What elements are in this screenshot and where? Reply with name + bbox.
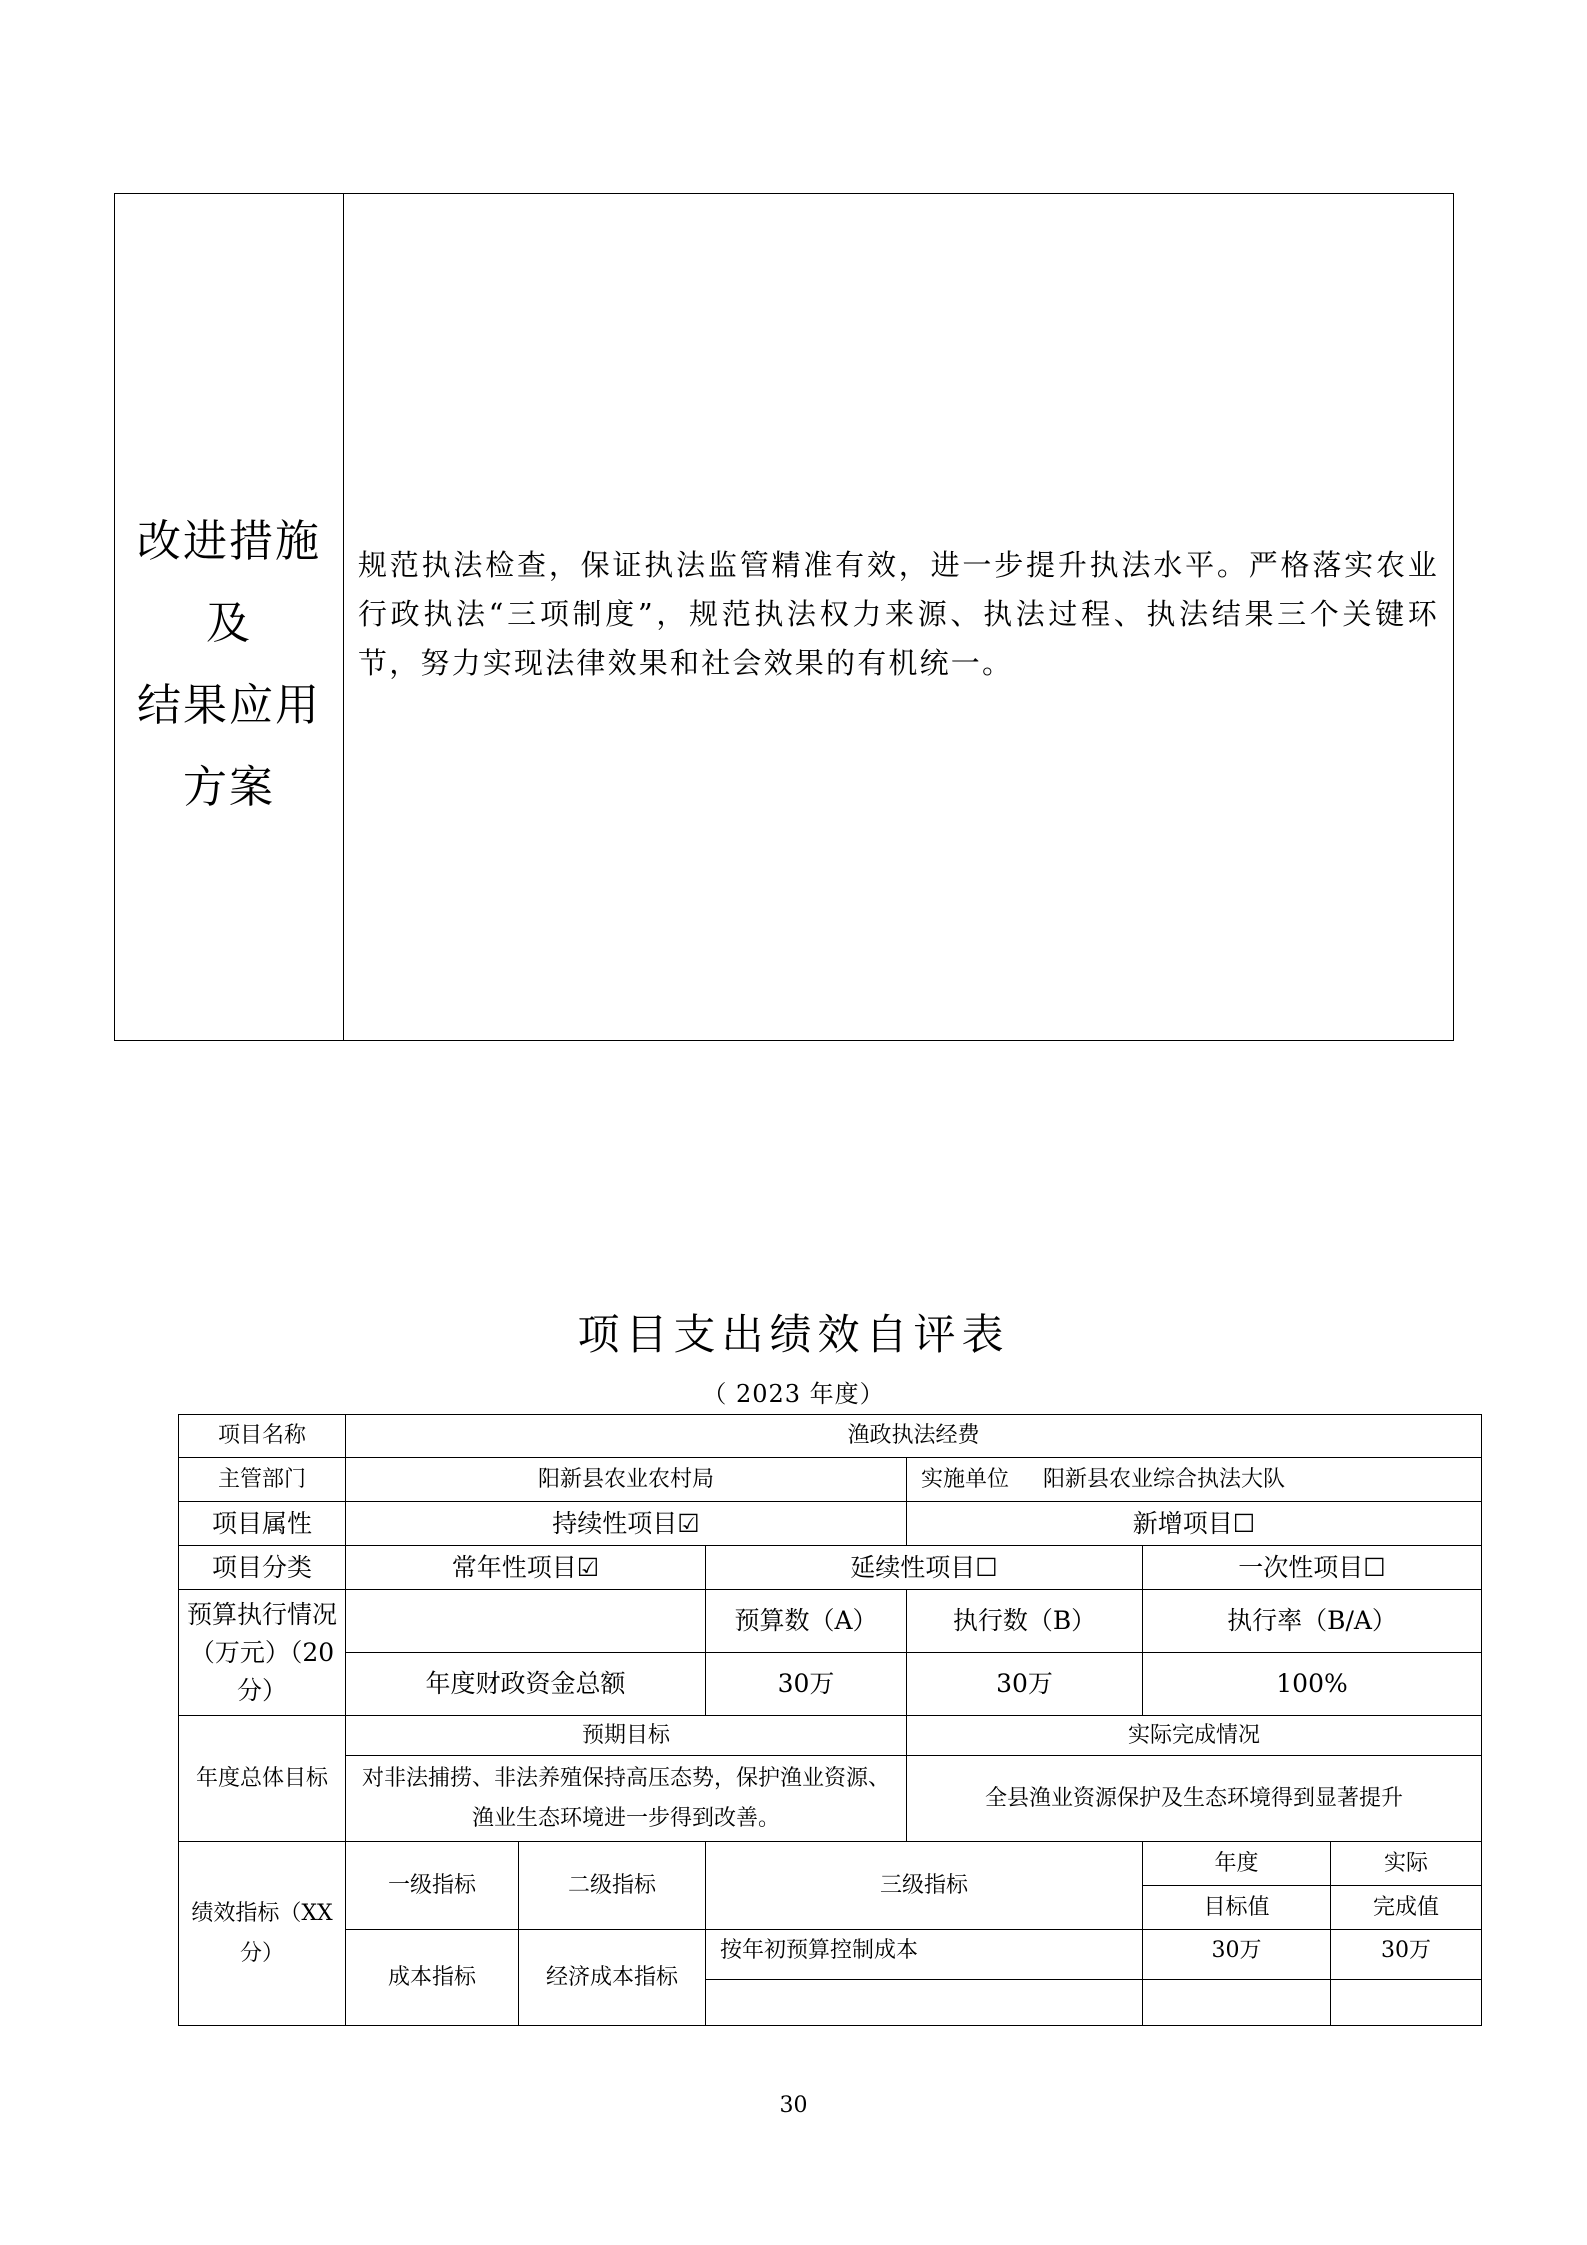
row-perf-header-1	[179, 1842, 1482, 1886]
goal-expected: 对非法捕捞、非法养殖保持高压态势，保护渔业资源、渔业生态环境进一步得到改善。	[346, 1756, 907, 1842]
perf-row-level2: 经济成本指标	[519, 1930, 706, 2026]
budget-header-empty	[346, 1590, 706, 1653]
budget-value-rate: 100%	[1143, 1653, 1482, 1716]
perf-row-completed: 30万	[1331, 1930, 1482, 1980]
row-budget-header	[179, 1590, 1482, 1653]
improvement-label-line-3: 结果应用	[137, 679, 321, 731]
perf-empty-level3	[706, 1980, 1143, 2026]
improvement-content: 规范执法检查，保证执法监管精准有效，进一步提升执法水平。严格落实农业行政执法“三项制度”，规范执法权力来源、执法过程、执法结果三个关键环节，努力实现法律效果和社会效果的有机统一。	[358, 547, 1439, 680]
perf-label: 绩效指标（XX分）	[179, 1842, 346, 2026]
budget-value-a: 30万	[706, 1653, 907, 1716]
improvement-label-line-4: 方案	[183, 761, 275, 813]
impl-unit-label: 实施单位	[921, 1466, 1010, 1492]
performance-table	[178, 1414, 1482, 2026]
row-goal-header	[179, 1716, 1482, 1756]
page-number: 30	[779, 2093, 808, 2118]
table-row	[179, 1930, 1482, 1980]
perf-header-annual: 年度	[1143, 1842, 1331, 1886]
attr-continuing: 持续性项目☑	[346, 1502, 907, 1546]
improvement-content-cell	[344, 194, 1453, 1040]
row-goal-content	[179, 1756, 1482, 1842]
project-name: 渔政执法经费	[346, 1415, 1482, 1458]
project-name-label: 项目名称	[179, 1415, 346, 1458]
perf-header-level3: 三级指标	[706, 1842, 1143, 1930]
dept-label: 主管部门	[179, 1458, 346, 1502]
budget-header-a: 预算数（A）	[706, 1590, 907, 1653]
attr-label: 项目属性	[179, 1502, 346, 1546]
class-extended: 延续性项目☐	[706, 1546, 1143, 1590]
goal-label: 年度总体目标	[179, 1716, 346, 1842]
perf-row-target: 30万	[1143, 1930, 1331, 1980]
row-classification	[179, 1546, 1482, 1590]
perf-header-actual: 实际	[1331, 1842, 1482, 1886]
form-year: （ 2023 年度）	[702, 1380, 885, 1408]
goal-actual: 全县渔业资源保护及生态环境得到显著提升	[907, 1756, 1482, 1842]
row-department	[179, 1458, 1482, 1502]
improvement-label-line-1: 改进措施	[137, 515, 321, 567]
row-project-name	[179, 1415, 1482, 1458]
perf-empty-target	[1143, 1980, 1331, 2026]
class-regular: 常年性项目☑	[346, 1546, 706, 1590]
impl-unit-value: 阳新县农业综合执法大队	[1043, 1466, 1286, 1492]
budget-label: 预算执行情况（万元）（20分）	[179, 1590, 346, 1716]
perf-header-target: 目标值	[1143, 1886, 1331, 1930]
impl-unit-cell	[907, 1458, 1482, 1502]
class-label: 项目分类	[179, 1546, 346, 1590]
perf-header-completed: 完成值	[1331, 1886, 1482, 1930]
improvement-label-line-2: 及	[206, 597, 252, 649]
row-attribute	[179, 1502, 1482, 1546]
goal-expected-label: 预期目标	[346, 1716, 907, 1756]
perf-row-level1: 成本指标	[346, 1930, 519, 2026]
perf-header-level1: 一级指标	[346, 1842, 519, 1930]
row-budget-values	[179, 1653, 1482, 1716]
budget-value-b: 30万	[907, 1653, 1143, 1716]
form-title: 项目支出绩效自评表	[577, 1310, 1010, 1359]
perf-row-level3: 按年初预算控制成本	[706, 1930, 1143, 1980]
improvement-label	[115, 194, 344, 1040]
dept-value: 阳新县农业农村局	[346, 1458, 907, 1502]
goal-actual-label: 实际完成情况	[907, 1716, 1482, 1756]
budget-header-rate: 执行率（B/A）	[1143, 1590, 1482, 1653]
improvement-section	[114, 193, 1454, 1041]
class-onetime: 一次性项目☐	[1143, 1546, 1482, 1590]
budget-row-label: 年度财政资金总额	[346, 1653, 706, 1716]
budget-header-b: 执行数（B）	[907, 1590, 1143, 1653]
perf-empty-completed	[1331, 1980, 1482, 2026]
perf-header-level2: 二级指标	[519, 1842, 706, 1930]
attr-new: 新增项目☐	[907, 1502, 1482, 1546]
